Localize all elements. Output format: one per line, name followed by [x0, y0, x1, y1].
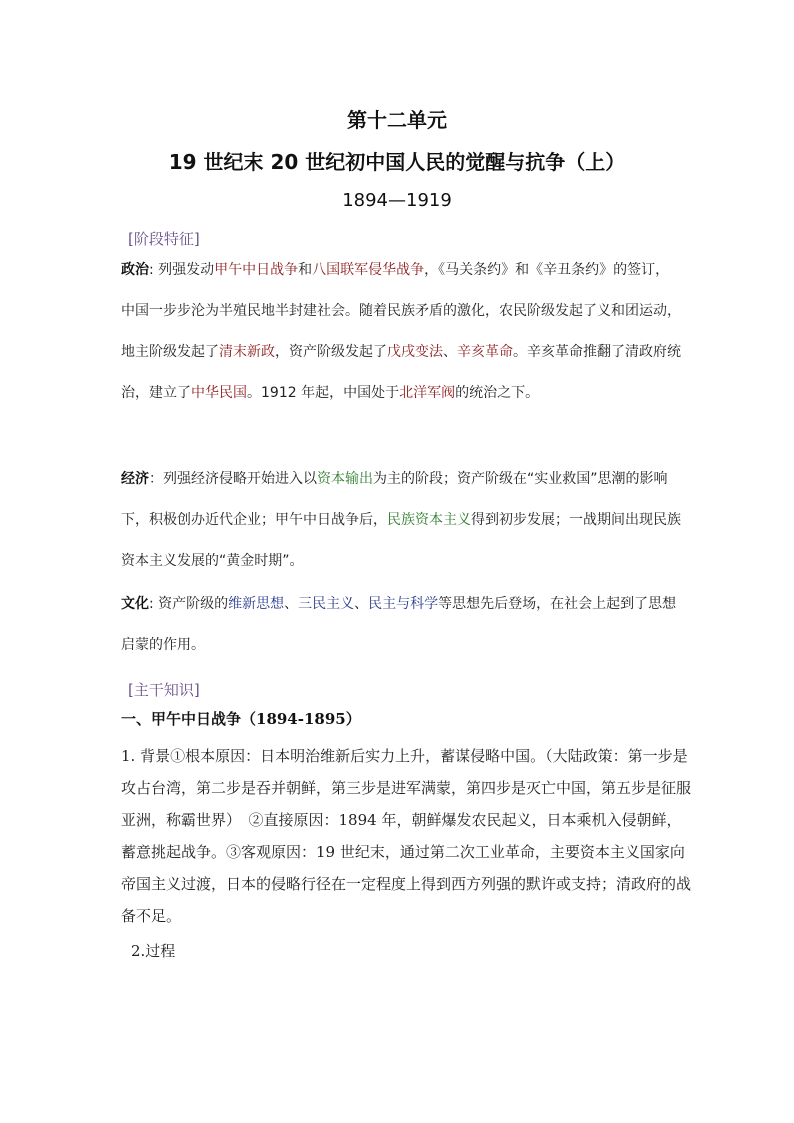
keyword: 辛亥革命 [457, 344, 513, 360]
keyword: 民族资本主义 [387, 512, 471, 528]
text: 得到初步发展；一战期间出现民族资本主义发展的“黄金时期”。 [121, 512, 681, 569]
year-range: 1894—1919 [342, 190, 452, 211]
keyword: 北洋军阀 [399, 385, 456, 401]
text: ，《马关条约》和《辛丑条约》的签订，中国一步步沦为半殖民地半封建社会。随着民族矛盾的激化，农民阶级发起了义和团运动，地主阶级发起了 [121, 262, 681, 360]
text: 、 [443, 344, 457, 360]
text: 。1912 年起，中国处于 [247, 385, 400, 401]
politics-label: 政治 [121, 262, 149, 278]
culture-paragraph [121, 584, 681, 666]
keyword: 民主与科学 [368, 596, 439, 612]
text: : 列强发动 [149, 262, 215, 278]
section-main-knowledge: [主干知识] [128, 681, 200, 699]
text: 的统治之下。 [455, 385, 540, 401]
text: 、 [284, 596, 299, 612]
keyword: 三民主义 [298, 596, 355, 612]
culture-label: 文化 [121, 596, 149, 612]
text: 。辛亥革命推翻了清政府统治，建立了 [121, 344, 681, 401]
text: 等思想先后登场，在社会上起到了思想启蒙的作用。 [121, 596, 677, 653]
part1-heading: 一、甲午中日战争（1894-1895） [121, 710, 361, 728]
keyword: 八国联军侵华战争 [312, 262, 425, 278]
background-paragraph: 1. 背景①根本原因：日本明治维新后实力上升，蓄谋侵略中国。（大陆政策：第一步是攻占台湾，第二步是吞并朝鲜，第三步是进军满蒙，第四步是灭亡中国，第五步是征服亚洲，称霸世界） ②直接原因：1894 年，朝鲜爆发农民起义，日本乘机入侵朝鲜，蓄意挑起战争。③客观原因：19 世纪末，通过第二次工业革命，主要资本主义国家向帝国主义过渡，日本的侵略行径在一定程度上得到西方列强的默许或支持；清政府的战备不足。 [121, 747, 692, 925]
economy-paragraph [121, 459, 681, 582]
unit-title: 第十二单元 [347, 108, 447, 132]
politics-paragraph [121, 250, 681, 414]
text: : 资产阶级的 [149, 596, 229, 612]
process-heading: 2.过程 [131, 942, 176, 960]
keyword: 维新思想 [228, 596, 285, 612]
chapter-subtitle: 19 世纪末 20 世纪初中国人民的觉醒与抗争（上） [168, 150, 626, 174]
text: ：列强经济侵略开始进入以 [149, 471, 317, 487]
economy-label: 经济 [121, 471, 149, 487]
keyword: 中华民国 [191, 385, 247, 401]
keyword: 清末新政 [219, 344, 275, 360]
text: 为主的阶段；资产阶级在“实业救国”思潮的影响下，积极创办近代企业；甲午中日战争后， [121, 471, 668, 528]
text: ，资产阶级发起了 [275, 344, 387, 360]
section-stage-features: [阶段特征] [128, 230, 200, 248]
keyword: 甲午中日战争 [214, 262, 299, 278]
keyword: 戊戌变法 [387, 344, 443, 360]
text: 和 [298, 262, 313, 278]
keyword: 资本输出 [317, 471, 373, 487]
text: 、 [354, 596, 369, 612]
